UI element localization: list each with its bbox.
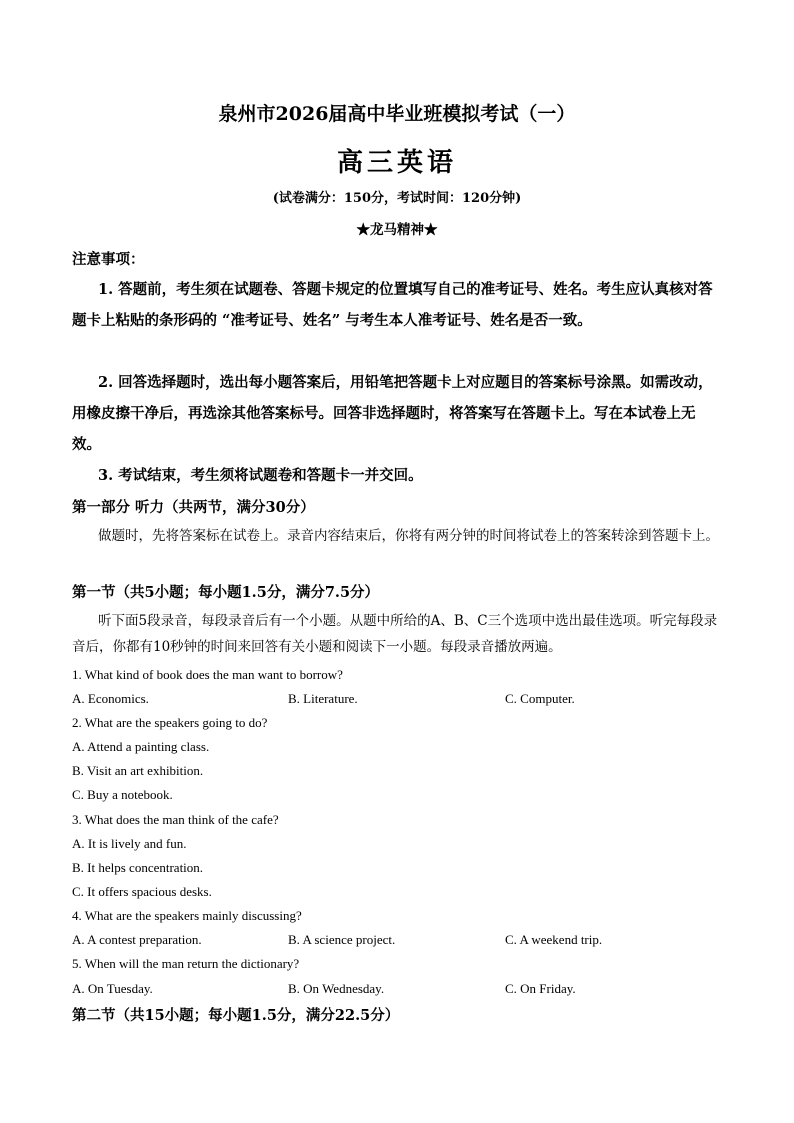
part1-instruction: 做题时，先将答案标在试卷上。录音内容结束后，你将有两分钟的时间将试卷上的答案转涂到答题卡上。 [98,528,719,544]
part1-heading: 第一部分 听力（共两节，满分30分） [72,499,315,516]
question-5: 5. When will the man return the dictionary? [72,956,300,971]
notice-item-1: 1. 答题前，考生须在试题卷、答题卡规定的位置填写自己的准考证号、姓名。考生应认真核对答题卡上粘贴的条形码的 “准考证号、姓名” 与考生本人准考证号、姓名是否一致。 [72,281,713,329]
q1-option-b: B. Literature. [288,691,358,706]
notice-item-2: 2. 回答选择题时，选出每小题答案后，用铅笔把答题卡上对应题目的答案标号涂黑。如需改动，用橡皮擦干净后，再选涂其他答案标号。回答非选择题时，将答案写在答题卡上。写在本试卷上无效。 [72,374,713,453]
question-4: 4. What are the speakers mainly discussing? [72,908,302,923]
q1-option-a: A. Economics. [72,691,149,706]
notice-heading: 注意事项： [72,251,145,268]
q3-option-c: C. It offers spacious desks. [72,884,212,899]
question-2: 2. What are the speakers going to do? [72,715,268,730]
q5-option-a: A. On Tuesday. [72,981,153,996]
q2-option-b: B. Visit an art exhibition. [72,763,204,778]
question-1: 1. What kind of book does the man want to borrow? [72,667,343,682]
section2-heading: 第二节（共15小题；每小题1.5分，满分22.5分） [72,1007,400,1024]
notice-item-3: 3. 考试结束，考生须将试题卷和答题卡一并交回。 [98,467,423,484]
q3-option-a: A. It is lively and fun. [72,836,187,851]
q3-option-b: B. It helps concentration. [72,860,204,875]
q5-option-b: B. On Wednesday. [288,981,385,996]
question-3: 3. What does the man think of the cafe? [72,812,279,827]
q4-option-a: A. A contest preparation. [72,932,202,947]
q4-option-c: C. A weekend trip. [505,932,603,947]
q2-option-a: A. Attend a painting class. [72,739,210,754]
subject-title: 高三英语 [336,148,457,178]
q2-option-c: C. Buy a notebook. [72,787,173,802]
q4-option-b: B. A science project. [288,932,396,947]
q5-option-c: C. On Friday. [505,981,576,996]
q1-option-c: C. Computer. [505,691,575,706]
exam-info: (试卷满分：150分，考试时间：120分钟) [272,191,522,206]
section1-heading: 第一节（共5小题；每小题1.5分，满分7.5分） [72,584,380,601]
exam-title: 泉州市2026届高中毕业班模拟考试（一） [218,103,576,125]
section1-instruction: 听下面5段录音，每段录音后有一个小题。从题中所给的A、B、C三个选项中选出最佳选项。听完每段录音后，你都有10秒钟的时间来回答有关小题和阅读下一小题。每段录音播放两遍。 [72,613,718,655]
motto: ★龙马精神★ [356,222,438,238]
